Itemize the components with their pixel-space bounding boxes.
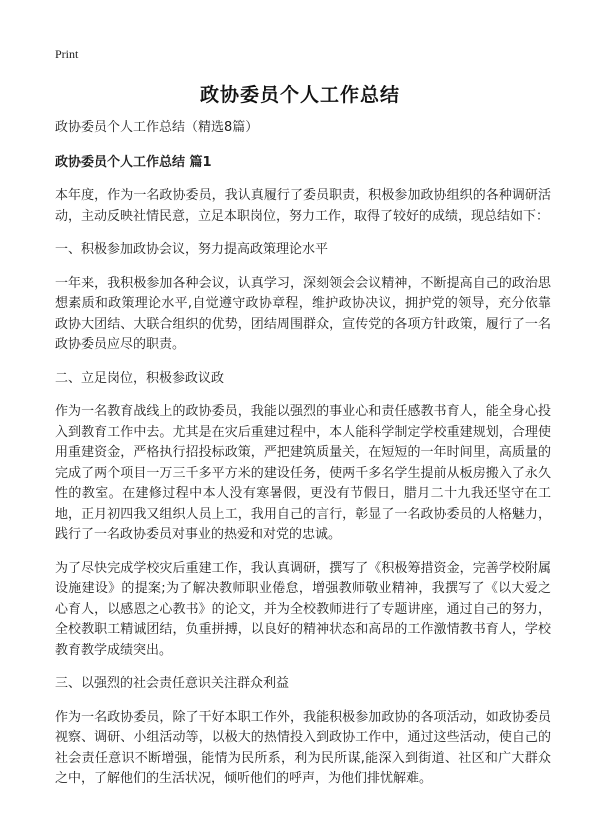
document-body	[55, 118, 551, 803]
section-heading-2: 二、立足岗位，积极参政议政	[55, 370, 225, 386]
print-link[interactable]: Print	[55, 47, 79, 61]
paragraph-section-1: 一年来，我积极参加各种会议，认真学习，深刻领会会议精神，不断提高自己的政治思想素质和政策理论水平,自觉遵守政协章程，维护政协决议，拥护党的领导，充分依靠政协大团结、大联合组织的优势，团结周围群众，宣传党的各项方针政策，履行了一名政协委员应尽的职责。	[55, 275, 551, 352]
paragraph-section-3: 作为一名政协委员，除了干好本职工作外，我能积极参加政协的各项活动，如政协委员视察、调研、小组活动等，以极大的热情投入到政协工作中，通过这些活动，使自己的社会责任意识不断增强，能情为民所系，利为民所谋,能深入到街道、社区和广大群众之中，了解他们的生活状况，倾听他们的呼声，为他们排忧解难。	[55, 709, 551, 786]
paragraph-intro: 本年度，作为一名政协委员，我认真履行了委员职责，积极参加政协组织的各种调研活动，主动反映社情民意，立足本职岗位，努力工作，取得了较好的成绩，现总结如下：	[55, 188, 551, 224]
article-heading: 政协委员个人工作总结 篇1	[55, 154, 212, 170]
document-subtitle: 政协委员个人工作总结（精选8篇）	[55, 120, 259, 135]
section-heading-1: 一、积极参加政协会议，努力提高政策理论水平	[55, 242, 329, 257]
page-title: 政协委员个人工作总结	[199, 84, 400, 106]
section-heading-3: 三、以强烈的社会责任意识关注群众利益	[55, 676, 290, 691]
paragraph-section-2a: 作为一名教育战线上的政协委员，我能以强烈的事业心和责任感教书育人，能全身心投入到教育工作中去。尤其是在灾后重建过程中，本人能科学制定学校重建规划，合理使用重建资金，严格执行招投标政策，严把建筑质量关，在短短的一年时间里，高质量的完成了两个项目一万三千多平方米的建设任务，使两千多名学生提前从板房搬入了永久性的教室。在建修过程中本人没有寒暑假，更没有节假日，腊月二十九我还坚守在工地，正月初四我又组织人员上工，我用自己的言行，彰显了一名政协委员的人格魅力，践行了一名政协委员对事业的热爱和对党的忠诚。	[55, 404, 551, 542]
paragraph-section-2b: 为了尽快完成学校灾后重建工作，我认真调研，撰写了《积极筹措资金，完善学校附属设施建设》的提案;为了解决教师职业倦怠，增强教师敬业精神，我撰写了《以大爱之心育人，以感恩之心教书》的论文，并为全校教师进行了专题讲座，通过自己的努力，全校教职工精诚团结，负重拼搏，以良好的精神状态和高昂的工作激情教书育人，学校教育教学成绩突出。	[55, 560, 551, 658]
